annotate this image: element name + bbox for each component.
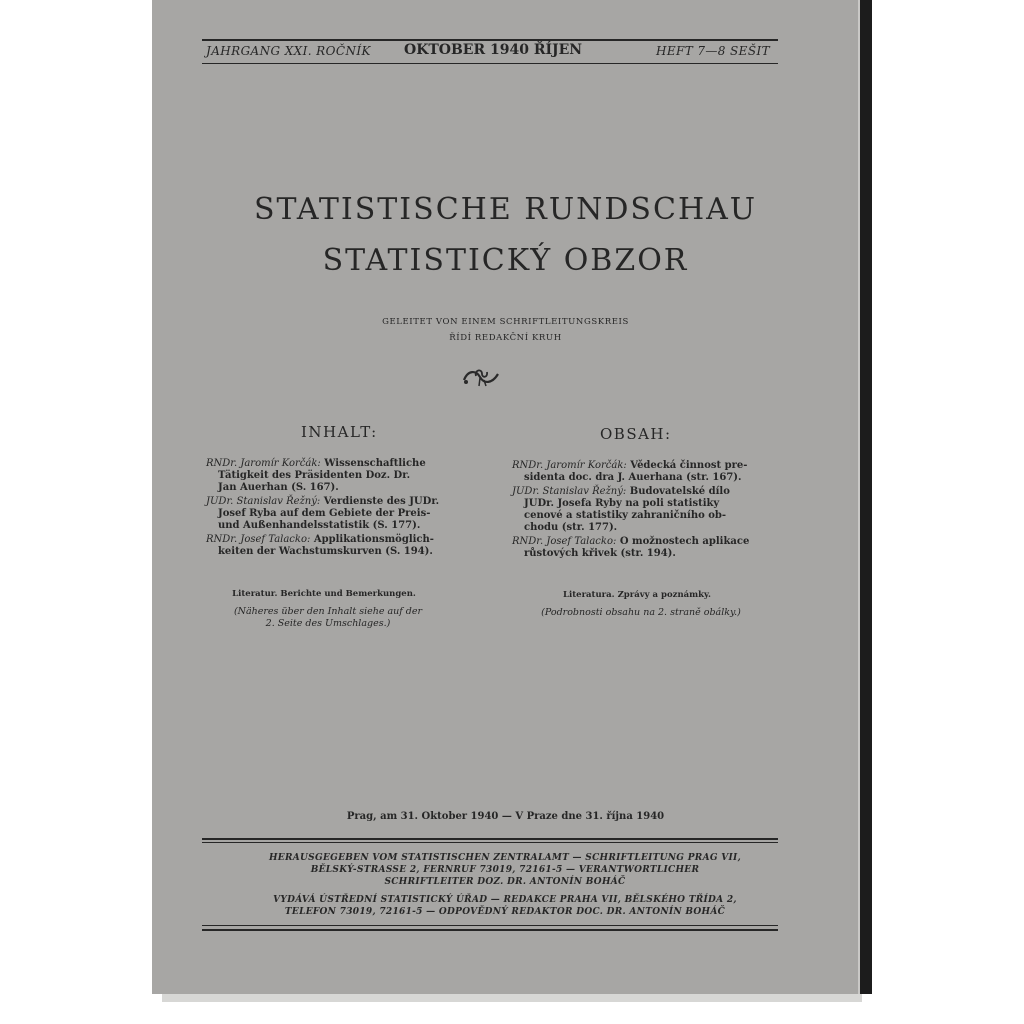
misc-sections-czech: Literatura. Zprávy a poznámky. bbox=[563, 590, 711, 600]
imprint-line: SCHRIFTLEITER DOZ. DR. ANTONÍN BOHÁČ bbox=[384, 877, 626, 887]
contents-heading-czech: OBSAH: bbox=[600, 425, 672, 443]
cover-shadow bbox=[162, 994, 862, 1002]
toc-title-cont: cenové a statistiky zahraničního ob- bbox=[524, 510, 727, 521]
imprint-line: VYDÁVÁ ÚSTŘEDNÍ STATISTICKÝ ÚŘAD — REDAKCE PRAHA VII, BĚLSKÉHO TŘÍDA 2, bbox=[273, 895, 737, 905]
toc-entry bbox=[206, 458, 471, 494]
footer-bottom-rule bbox=[202, 925, 778, 926]
contents-heading-german: INHALT: bbox=[301, 423, 378, 441]
toc-title: Verdienste des JUDr. bbox=[320, 496, 440, 507]
footer-top-rule bbox=[202, 838, 778, 840]
misc-sections-german: Literatur. Berichte und Bemerkungen. bbox=[232, 589, 416, 599]
toc-entry bbox=[512, 460, 792, 484]
toc-entry bbox=[206, 496, 471, 532]
toc-entry bbox=[512, 486, 792, 534]
background-edge-strip bbox=[860, 0, 872, 994]
subtitle-czech: ŘÍDÍ REDAKČNÍ KRUH bbox=[449, 333, 562, 343]
contents-note-german bbox=[190, 606, 466, 630]
header-bottom-rule bbox=[202, 63, 778, 64]
note-line: (Näheres über den Inhalt siehe auf der bbox=[233, 606, 423, 617]
toc-entry bbox=[206, 534, 471, 558]
toc-title-cont: Jan Auerhan (S. 167). bbox=[218, 482, 339, 493]
toc-title-cont: chodu (str. 177). bbox=[524, 522, 618, 533]
imprint-line: HERAUSGEGEBEN VOM STATISTISCHEN ZENTRALAMT — SCHRIFTLEITUNG PRAG VII, bbox=[268, 853, 742, 863]
toc-title: Vědecká činnost pre- bbox=[626, 460, 748, 471]
toc-author: RNDr. Josef Talacko: bbox=[206, 534, 311, 545]
toc-author: RNDr. Jaromír Korčák: bbox=[512, 460, 627, 471]
imprint-czech bbox=[190, 894, 820, 918]
toc-title-cont: keiten der Wachstumskurven (S. 194). bbox=[218, 546, 433, 557]
issue-date: OKTOBER 1940 ŘÍJEN bbox=[404, 42, 583, 58]
title-czech: STATISTICKÝ OBZOR bbox=[322, 243, 689, 278]
toc-title: Applikationsmöglich- bbox=[310, 534, 434, 545]
toc-title-cont: und Außenhandelsstatistik (S. 177). bbox=[218, 520, 421, 531]
imprint-line: BĚLSKÝ-STRASSE 2, FERNRUF 73019, 72161-5 — VERANTWORTLICHER bbox=[310, 865, 700, 875]
toc-entry bbox=[512, 536, 792, 560]
toc-title-cont: Tätigkeit des Präsidenten Doz. Dr. bbox=[218, 470, 411, 481]
toc-german bbox=[206, 458, 471, 558]
imprint-line: TELEFON 73019, 72161-5 — ODPOVĚDNÝ REDAKTOR DOC. DR. ANTONÍN BOHÁČ bbox=[284, 907, 726, 917]
toc-title: O možnostech aplikace bbox=[616, 536, 750, 547]
title-german: STATISTISCHE RUNDSCHAU bbox=[253, 192, 758, 227]
footer-bottom-thick-rule bbox=[202, 929, 778, 931]
note-line: 2. Seite des Umschlages.) bbox=[265, 618, 391, 629]
toc-title: Budovatelské dílo bbox=[626, 486, 730, 497]
toc-author: RNDr. Jaromír Korčák: bbox=[206, 458, 321, 469]
footer-second-rule bbox=[202, 842, 778, 843]
contents-note-czech: (Podrobnosti obsahu na 2. straně obálky.) bbox=[541, 607, 741, 618]
toc-title-cont: JUDr. Josefa Ryby na poli statistiky bbox=[524, 498, 720, 509]
fleuron-icon bbox=[460, 366, 502, 388]
toc-czech bbox=[512, 460, 792, 560]
toc-title: Wissenschaftliche bbox=[320, 458, 426, 469]
imprint-german bbox=[190, 852, 820, 888]
toc-title-cont: sidenta doc. dra J. Auerhana (str. 167). bbox=[524, 472, 742, 483]
place-and-date: Prag, am 31. Oktober 1940 — V Praze dne 31. října 1940 bbox=[346, 811, 665, 822]
volume-label: JAHRGANG XXI. ROČNÍK bbox=[206, 44, 371, 58]
toc-author: JUDr. Stanislav Řežný: bbox=[206, 496, 321, 507]
subtitle-german: GELEITET VON EINEM SCHRIFTLEITUNGSKREIS bbox=[382, 317, 629, 327]
toc-title-cont: růstových křivek (str. 194). bbox=[524, 548, 676, 559]
toc-title-cont: Josef Ryba auf dem Gebiete der Preis- bbox=[218, 508, 431, 519]
header-top-rule bbox=[202, 39, 778, 41]
toc-author: JUDr. Stanislav Řežný: bbox=[512, 486, 627, 497]
toc-author: RNDr. Josef Talacko: bbox=[512, 536, 617, 547]
issue-number: HEFT 7—8 SEŠIT bbox=[656, 44, 770, 58]
